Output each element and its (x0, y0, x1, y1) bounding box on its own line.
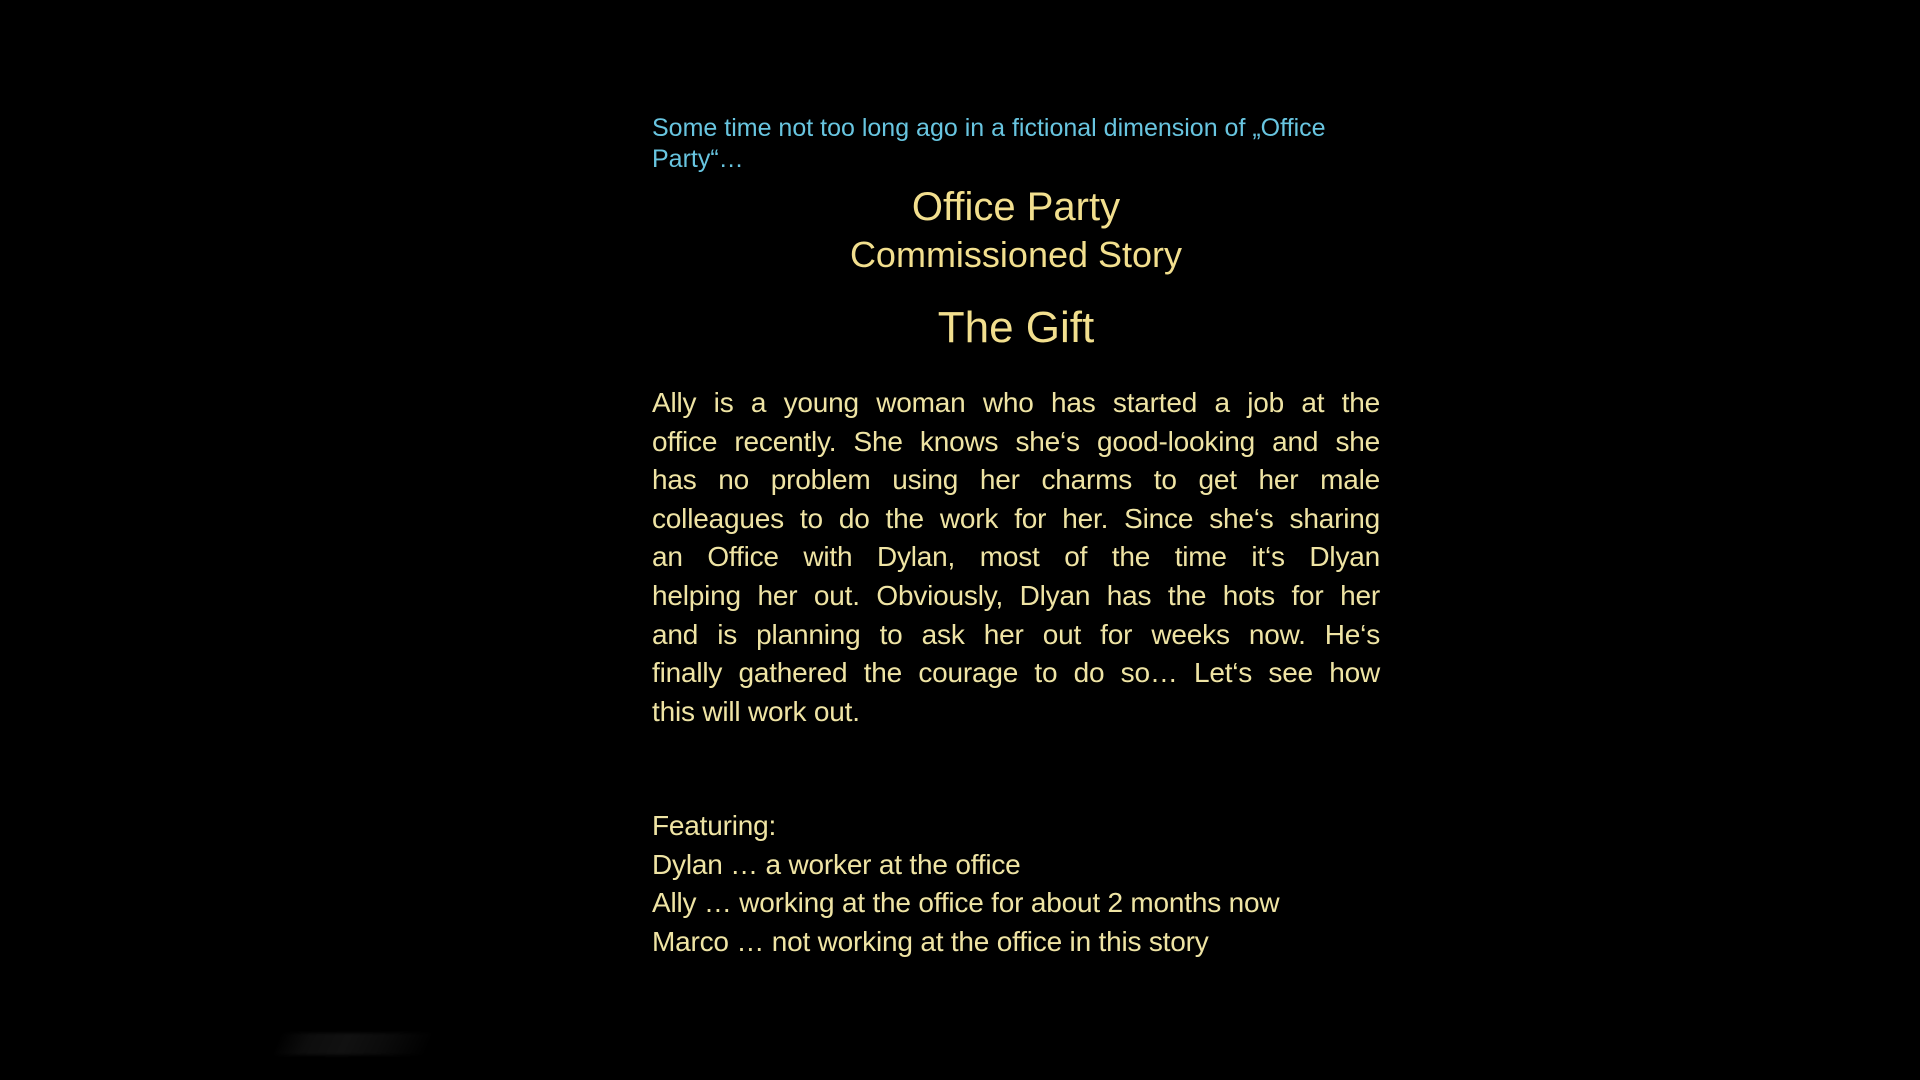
intro-text (652, 113, 1412, 175)
synopsis-line: helping her out. Obviously, Dlyan has the hots for her (652, 579, 1380, 611)
synopsis-line: this will work out. (652, 695, 860, 727)
intro-line-2: Party“… (652, 145, 744, 173)
story-title: The Gift (937, 303, 1095, 352)
series-title: Office Party (911, 185, 1121, 229)
synopsis-line: and is planning to ask her out for weeks now. He‘s (652, 618, 1380, 650)
synopsis-line: an Office with Dylan, most of the time it‘s Dlyan (652, 541, 1380, 573)
series-subtitle: Commissioned Story (849, 234, 1183, 275)
synopsis-line: office recently. She knows she‘s good-looking and she (652, 425, 1380, 457)
synopsis-line: finally gathered the courage to do so… Let‘s see how (652, 657, 1380, 689)
cast-line-ally: Ally … working at the office for about 2 months now (652, 887, 1280, 919)
synopsis-line: colleagues to do the work for her. Since she‘s sharing (652, 502, 1380, 534)
watermark-smudge (274, 1033, 431, 1055)
featuring-section (652, 807, 1452, 961)
synopsis-line: has no problem using her charms to get her male (652, 464, 1380, 496)
featuring-heading: Featuring: (652, 810, 777, 841)
intro-line-1: Some time not too long ago in a fictional dimension of „Office (652, 114, 1326, 142)
synopsis-paragraph (652, 384, 1380, 731)
cast-line-dylan: Dylan … a worker at the office (652, 848, 1021, 880)
synopsis-line: Ally is a young woman who has started a job at the (652, 387, 1380, 418)
cast-line-marco: Marco … not working at the office in this story (652, 925, 1209, 957)
